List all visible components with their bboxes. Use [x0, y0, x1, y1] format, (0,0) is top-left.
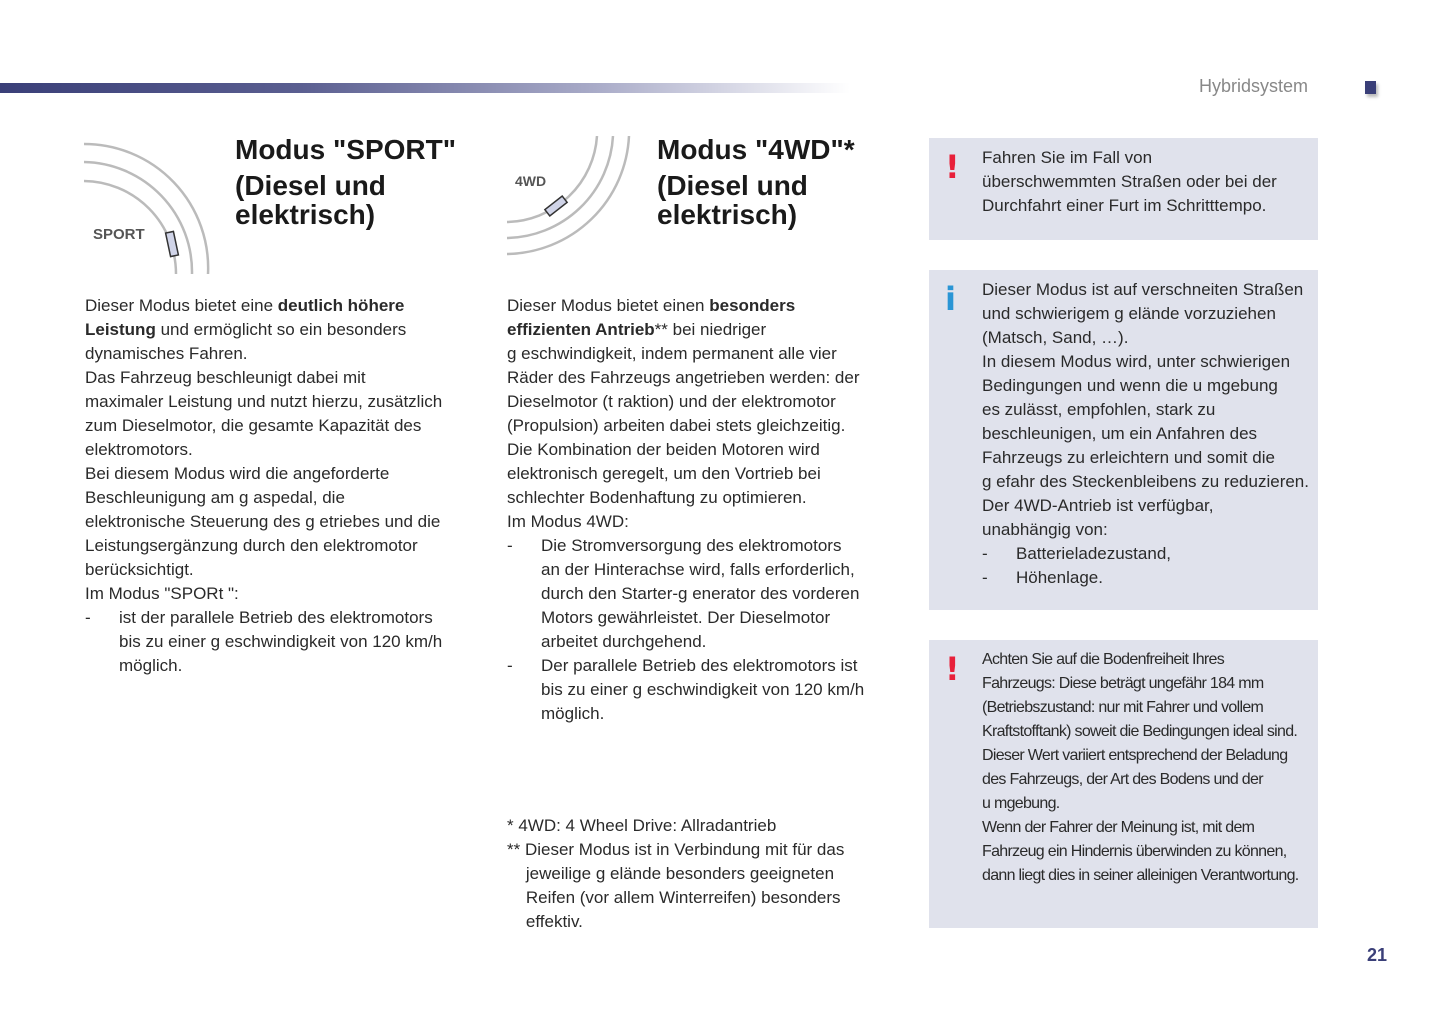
warning-box-ground-clearance — [929, 640, 1318, 928]
text-segment: In diesem Modus wird, unter schwierigen — [982, 352, 1291, 371]
text-segment: Fahrzeug ein Hindernis überwinden zu können, — [982, 843, 1287, 860]
text-segment: arbeitet durchgehend. — [541, 632, 707, 651]
text-line — [507, 630, 864, 654]
text-line — [507, 366, 864, 390]
text-line — [507, 342, 864, 366]
text-segment: u mgebung. — [982, 795, 1060, 812]
section-title: Hybridsystem — [1199, 76, 1309, 96]
text-line — [507, 486, 864, 510]
4wd-title-line: (Diesel und — [657, 170, 808, 201]
text-line — [982, 422, 1309, 446]
text-segment: und schwierigem g elände vorzuziehen — [982, 304, 1276, 323]
sport-title-line: (Diesel und — [235, 170, 386, 201]
text-line — [85, 534, 442, 558]
text-segment: Im Modus "SPORt ": — [85, 584, 239, 603]
text-segment: bis zu einer g eschwindigkeit von 120 km/h — [541, 680, 865, 699]
text-segment: berücksichtigt. — [85, 560, 194, 579]
text-line — [982, 744, 1299, 768]
text-line — [982, 672, 1299, 696]
text-segment: und ermöglicht so ein besonders — [155, 320, 407, 339]
text-line — [85, 366, 442, 390]
text-segment: Das Fahrzeug beschleunigt dabei mit — [85, 368, 366, 387]
text-line — [982, 864, 1299, 888]
4wd-title — [657, 134, 855, 231]
text-segment: Fahren Sie im Fall von — [982, 148, 1153, 167]
text-segment: Der parallele Betrieb des elektromotors ist — [541, 656, 858, 675]
text-line — [982, 374, 1309, 398]
info-icon: i — [945, 280, 956, 318]
text-segment: beschleunigen, um ein Anfahren des — [982, 424, 1258, 443]
text-segment: des Fahrzeugs, der Art des Bodens und der — [982, 771, 1263, 788]
text-line — [982, 170, 1277, 194]
text-line — [85, 438, 442, 462]
4wd-title-line: Modus "4WD"* — [657, 134, 855, 165]
text-segment: Dieser Modus ist auf verschneiten Straßen — [982, 280, 1304, 299]
text-line — [507, 558, 864, 582]
text-segment: es zulässt, empfohlen, stark zu — [982, 400, 1216, 419]
text-line — [507, 294, 864, 318]
text-segment: Bei diesem Modus wird die angeforderte — [85, 464, 390, 483]
text-line — [982, 302, 1309, 326]
text-segment: dynamisches Fahren. — [85, 344, 248, 363]
text-line — [507, 886, 844, 910]
text-segment: Fahrzeugs zu erleichtern und somit die — [982, 448, 1275, 467]
text-segment: effektiv. — [507, 912, 583, 931]
text-segment: Wenn der Fahrer der Meinung ist, mit dem — [982, 819, 1255, 836]
text-segment: Achten Sie auf die Bodenfreiheit Ihres — [982, 651, 1225, 668]
list-dash: - — [85, 608, 91, 627]
text-line — [507, 438, 864, 462]
text-segment: zum Dieselmotor, die gesamte Kapazität des — [85, 416, 422, 435]
text-line — [982, 696, 1299, 720]
text-line — [85, 414, 442, 438]
list-dash: - — [982, 544, 988, 563]
text-line — [507, 318, 864, 342]
text-segment: (Matsch, Sand, …). — [982, 328, 1129, 347]
sport-title-line: Modus "SPORT" — [235, 134, 456, 165]
text-segment: Motors gewährleistet. Der Dieselmotor — [541, 608, 831, 627]
text-line — [507, 582, 864, 606]
4wd-dial-label: 4WD — [515, 173, 547, 189]
text-segment: elektronisch geregelt, um den Vortrieb bei — [507, 464, 821, 483]
warning-icon: ! — [945, 650, 960, 688]
text-line — [507, 510, 864, 534]
text-segment: Fahrzeugs: Diese beträgt ungefähr 184 mm — [982, 675, 1264, 692]
text-segment: an der Hinterachse wird, falls erforderlich, — [541, 560, 855, 579]
text-segment: Reifen (vor allem Winterreifen) besonders — [507, 888, 841, 907]
text-line — [507, 462, 864, 486]
text-line — [507, 678, 864, 702]
text-segment: ** bei niedriger — [654, 320, 767, 339]
bold-text: effizienten Antrieb — [507, 320, 655, 339]
text-line — [982, 446, 1309, 470]
warning-text — [982, 648, 1299, 888]
text-segment: Dieser Wert variiert entsprechend der Beladung — [982, 747, 1288, 764]
4wd-body — [507, 294, 864, 726]
sport-title — [235, 134, 456, 231]
text-line — [982, 792, 1299, 816]
text-segment: elektromotors. — [85, 440, 193, 459]
text-segment: Höhenlage. — [1016, 568, 1103, 587]
page-number: 21 — [1367, 945, 1388, 965]
text-line — [507, 838, 844, 862]
text-segment: jeweilige g elände besonders geeigneten — [507, 864, 835, 883]
text-line — [982, 470, 1309, 494]
bold-text: Leistung — [85, 320, 156, 339]
text-segment: Die Kombination der beiden Motoren wird — [507, 440, 820, 459]
text-line — [982, 566, 1309, 590]
text-line — [982, 278, 1309, 302]
text-segment: Die Stromversorgung des elektromotors — [541, 536, 842, 555]
text-line — [85, 294, 442, 318]
info-text — [982, 278, 1309, 590]
text-line — [507, 654, 864, 678]
text-line — [982, 326, 1309, 350]
bold-text: besonders — [709, 296, 796, 315]
text-segment: Räder des Fahrzeugs angetrieben werden: der — [507, 368, 860, 387]
sport-dial-illustration — [84, 136, 212, 276]
text-line — [85, 582, 442, 606]
list-dash: - — [507, 656, 513, 675]
text-segment: ist der parallele Betrieb des elektromotors — [119, 608, 433, 627]
text-line — [982, 648, 1299, 672]
header-gradient-bar — [0, 83, 850, 93]
text-segment: Dieselmotor (t raktion) und der elektromotor — [507, 392, 836, 411]
text-segment: Leistungsergänzung durch den elektromotor — [85, 536, 418, 555]
bold-text: deutlich höhere — [277, 296, 405, 315]
text-line — [982, 840, 1299, 864]
text-line — [507, 702, 864, 726]
text-segment: überschwemmten Straßen oder bei der — [982, 172, 1277, 191]
text-line — [982, 398, 1309, 422]
text-line — [85, 654, 442, 678]
4wd-dial-illustration — [507, 136, 635, 258]
list-dash: - — [982, 568, 988, 587]
text-segment: Dieser Modus bietet eine — [85, 296, 278, 315]
text-segment: * 4WD: 4 Wheel Drive: Allradantrieb — [507, 816, 777, 835]
text-line — [982, 494, 1309, 518]
text-segment: möglich. — [119, 656, 183, 675]
text-line — [507, 534, 864, 558]
text-line — [982, 768, 1299, 792]
text-line — [507, 814, 844, 838]
text-segment: (Propulsion) arbeiten dabei stets gleichzeitig. — [507, 416, 846, 435]
text-segment: durch den Starter-g enerator des vorderen — [541, 584, 860, 603]
text-segment: g efahr des Steckenbleibens zu reduzieren. — [982, 472, 1309, 491]
text-line — [982, 146, 1277, 170]
text-line — [507, 862, 844, 886]
text-line — [85, 390, 442, 414]
text-segment: schlechter Bodenhaftung zu optimieren. — [507, 488, 807, 507]
text-segment: Kraftstofftank) soweit die Bedingungen ideal sind. — [982, 723, 1298, 740]
text-line — [982, 350, 1309, 374]
section-marker — [1365, 81, 1376, 94]
text-segment: Beschleunigung am g aspedal, die — [85, 488, 345, 507]
text-segment: unabhängig von: — [982, 520, 1108, 539]
text-line — [507, 606, 864, 630]
text-line — [85, 342, 442, 366]
text-line — [507, 910, 844, 934]
text-line — [85, 510, 442, 534]
text-line — [507, 414, 864, 438]
text-segment: elektronische Steuerung des g etriebes und die — [85, 512, 441, 531]
warning-box-flooded-roads — [929, 138, 1318, 240]
text-segment: Der 4WD-Antrieb ist verfügbar, — [982, 496, 1214, 515]
text-line — [982, 194, 1277, 218]
text-segment: möglich. — [541, 704, 605, 723]
footnotes — [507, 814, 844, 934]
warning-text — [982, 146, 1277, 218]
text-segment: Dieser Modus bietet einen — [507, 296, 710, 315]
list-dash: - — [507, 536, 513, 555]
text-segment: Durchfahrt einer Furt im Schritttempo. — [982, 196, 1267, 215]
sport-body — [85, 294, 442, 678]
text-line — [982, 816, 1299, 840]
text-line — [507, 390, 864, 414]
text-segment: maximaler Leistung und nutzt hierzu, zusätzlich — [85, 392, 443, 411]
text-segment: ** Dieser Modus ist in Verbindung mit für das — [507, 840, 845, 859]
text-line — [982, 720, 1299, 744]
text-line — [982, 542, 1309, 566]
text-line — [982, 518, 1309, 542]
text-line — [85, 630, 442, 654]
text-line — [85, 486, 442, 510]
text-segment: (Betriebszustand: nur mit Fahrer und vollem — [982, 699, 1264, 716]
text-segment: Bedingungen und wenn die u mgebung — [982, 376, 1278, 395]
text-line — [85, 558, 442, 582]
sport-title-line: elektrisch) — [235, 199, 376, 230]
sport-dial-label: SPORT — [93, 226, 145, 243]
info-box-4wd — [929, 270, 1318, 610]
text-line — [85, 318, 442, 342]
text-segment: Batterieladezustand, — [1016, 544, 1171, 563]
text-segment: Im Modus 4WD: — [507, 512, 629, 531]
text-segment: g eschwindigkeit, indem permanent alle vier — [507, 344, 837, 363]
text-segment: bis zu einer g eschwindigkeit von 120 km/h — [119, 632, 443, 651]
4wd-title-line: elektrisch) — [657, 199, 798, 230]
warning-icon: ! — [945, 148, 960, 186]
text-line — [85, 462, 442, 486]
text-segment: dann liegt dies in seiner alleinigen Verantwortung. — [982, 867, 1299, 884]
text-line — [85, 606, 442, 630]
